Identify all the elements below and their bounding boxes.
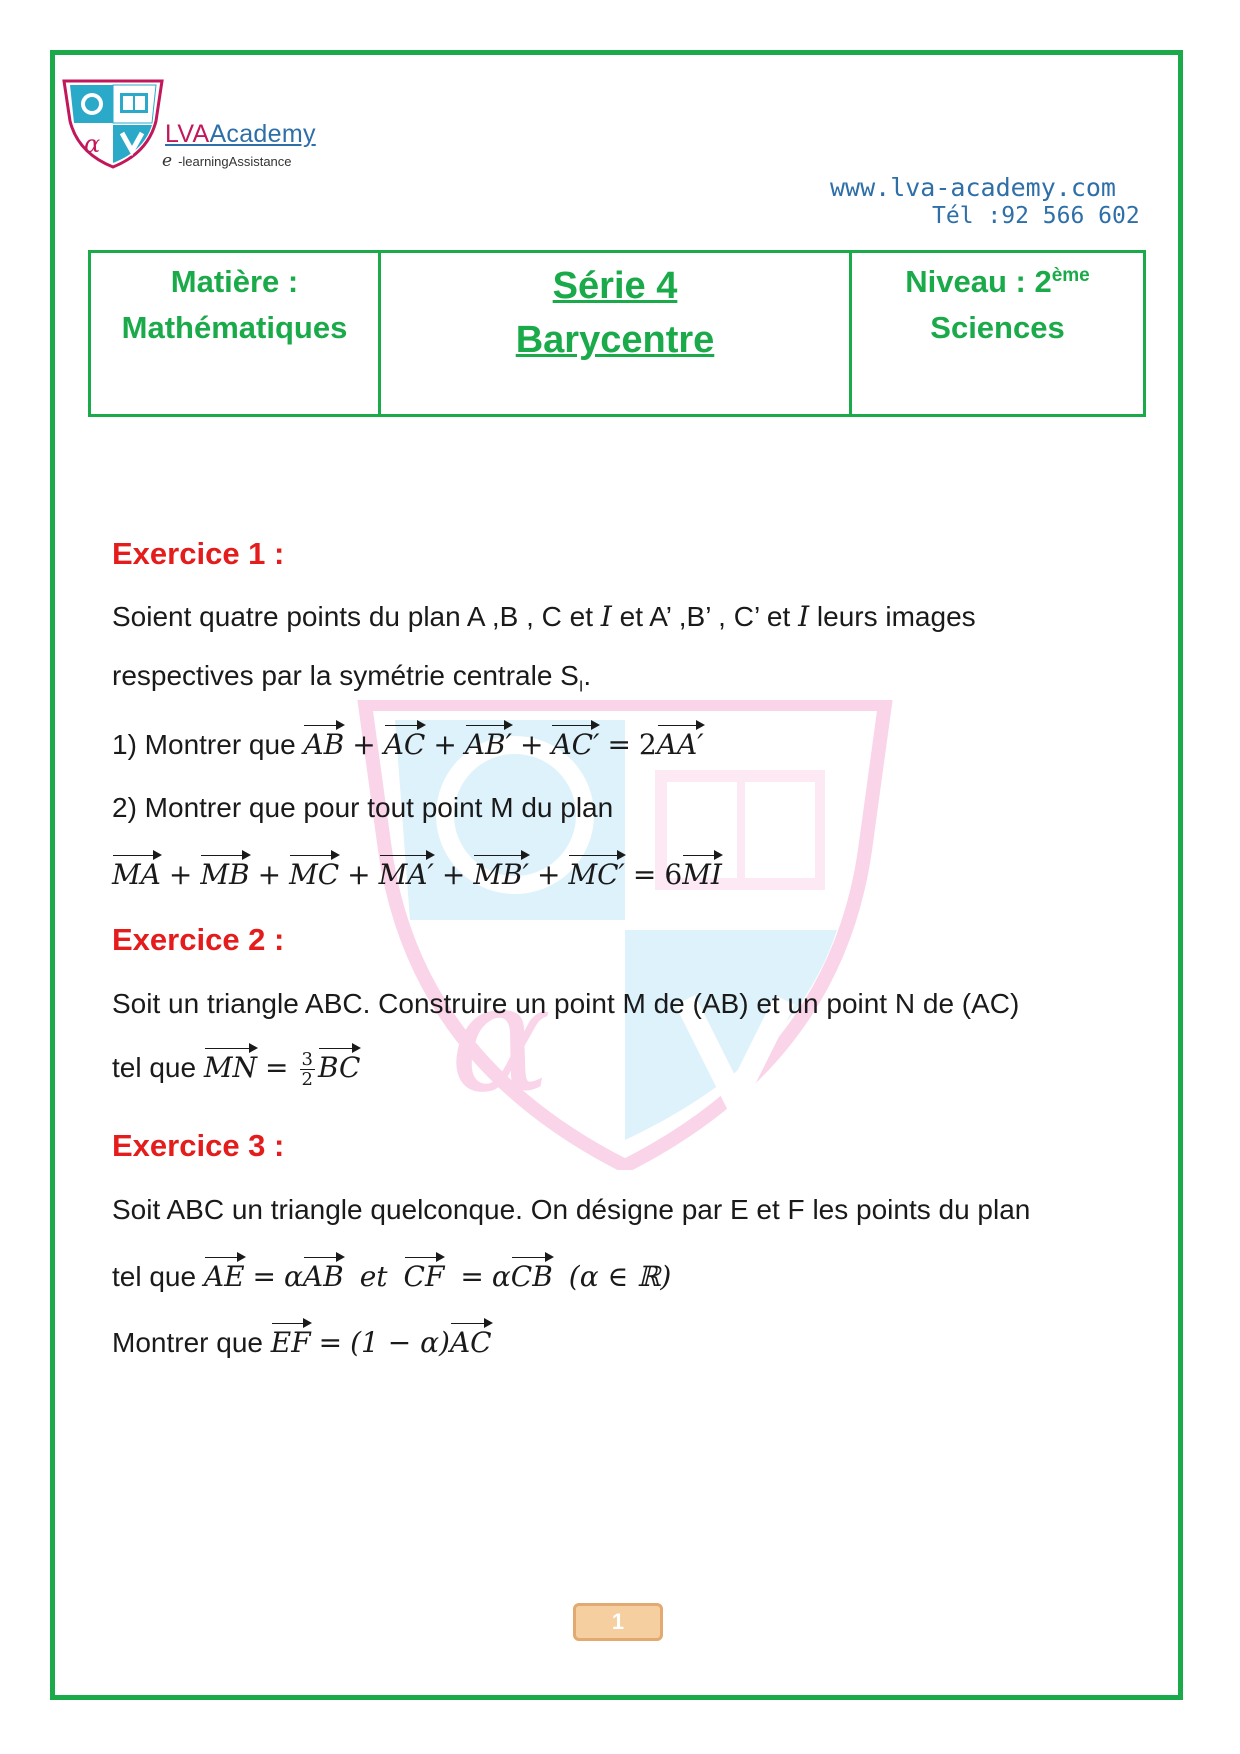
watermark-logo <box>355 700 895 1170</box>
vector-ac: AC <box>383 728 426 761</box>
plus-sign: + <box>441 858 466 891</box>
lva-academy-logo <box>58 77 168 169</box>
vector-ma-prime: MA′ <box>378 858 434 891</box>
vector-mi: MI <box>682 858 722 891</box>
vector-cb: CB <box>510 1260 553 1293</box>
intro-part-b: et A’ ,B’ , C’ et <box>611 601 799 632</box>
equals-sign: = <box>460 1260 484 1293</box>
exercise-3-line3 <box>112 1326 492 1359</box>
equals-sign: = <box>632 858 657 891</box>
one-minus-alpha: (1 − α) <box>350 1326 450 1359</box>
vector-ef: EF <box>270 1326 311 1359</box>
alpha-symbol: α <box>284 1260 303 1293</box>
exercise-2-line2 <box>112 1050 360 1089</box>
line2-text: respectives par la symétrie centrale S <box>112 660 579 691</box>
exercise-3-line1: Soit ABC un triangle quelconque. On désigne par E et F les points du plan <box>112 1194 1031 1225</box>
equals-sign: = <box>252 1260 276 1293</box>
vector-mb: MB <box>200 858 250 891</box>
vector-bc: BC <box>317 1050 361 1084</box>
line2-end: . <box>583 660 592 691</box>
plus-sign: + <box>433 728 457 761</box>
exercise-3-line2 <box>112 1260 671 1293</box>
page-number-badge: 1 <box>573 1603 663 1641</box>
exercise-1-intro-line2 <box>112 660 591 697</box>
vector-mb-prime: MB′ <box>473 858 529 891</box>
exercise-1-title: Exercice 1 : <box>112 536 285 571</box>
equals-sign: = <box>607 728 631 761</box>
vector-ma: MA <box>112 858 161 891</box>
vector-mn: MN <box>203 1050 258 1084</box>
exercise-1-question-1 <box>112 728 704 761</box>
vector-ae: AE <box>203 1260 245 1293</box>
plus-sign: + <box>519 728 544 761</box>
level-cell <box>852 253 1143 414</box>
q1-text: 1) Montrer que <box>112 729 304 760</box>
svg-text:α: α <box>450 952 552 1126</box>
series-topic: Barycentre <box>515 319 715 361</box>
exercise-1-intro <box>112 600 976 633</box>
exercise-1-question-2-formula <box>112 858 722 891</box>
fraction-numerator: 3 <box>301 1049 313 1070</box>
subject-label: Matière : <box>170 264 299 299</box>
series-cell <box>381 253 852 414</box>
line2-text: tel que <box>112 1051 204 1083</box>
exercise-3-title: Exercice 3 : <box>112 1128 285 1163</box>
vector-mc: MC <box>289 858 340 891</box>
tagline-e: e <box>162 151 173 171</box>
subject-cell <box>91 253 381 414</box>
series-title: Série 4 <box>552 265 678 307</box>
level-sup: ème <box>1051 265 1090 286</box>
svg-text:α: α <box>84 130 101 158</box>
point-i: I <box>600 600 612 633</box>
alpha-symbol: α <box>491 1260 511 1293</box>
plus-sign: + <box>347 858 371 891</box>
website-link[interactable]: www.lva-academy.com <box>830 173 1116 202</box>
equals-sign: = <box>318 1326 343 1359</box>
vector-ac: AC <box>449 1326 492 1359</box>
brand-suffix: Academy <box>209 120 316 148</box>
line2-text: tel que <box>112 1261 204 1292</box>
coefficient-2: 2 <box>638 728 657 761</box>
plus-sign: + <box>168 858 193 891</box>
fraction-denominator: 2 <box>301 1069 313 1090</box>
coefficient-6: 6 <box>664 858 683 891</box>
equals-sign: = <box>265 1050 289 1084</box>
plus-sign: + <box>352 728 376 761</box>
plus-sign: + <box>257 858 282 891</box>
intro-part-a: Soient quatre points du plan A ,B , C et <box>112 601 601 632</box>
level-track: Sciences <box>930 310 1065 345</box>
vector-ac-prime: AC′ <box>551 728 600 761</box>
vector-cf: CF <box>403 1260 445 1293</box>
phone-number: Tél :92 566 602 <box>932 203 1140 229</box>
level-label: Niveau : 2 <box>905 264 1052 299</box>
vector-aa-prime: AA′ <box>656 728 704 761</box>
plus-sign: + <box>536 858 561 891</box>
conjunction-et: et <box>359 1260 388 1293</box>
vector-ab: AB <box>302 1260 344 1293</box>
exercise-1-question-2: 2) Montrer que pour tout point M du plan <box>112 792 614 823</box>
tagline-text: -learningAssistance <box>178 154 292 169</box>
point-i: I <box>798 600 810 633</box>
vector-ab: AB <box>303 728 345 761</box>
intro-part-c: leurs images <box>809 601 976 632</box>
vector-mc-prime: MC′ <box>568 858 625 891</box>
title-table <box>88 250 1146 417</box>
symmetry-subscript: I <box>578 678 584 696</box>
exercise-2-title: Exercice 2 : <box>112 922 285 957</box>
vector-ab-prime: AB′ <box>464 728 512 761</box>
brand-name[interactable] <box>165 120 316 149</box>
brand-prefix: LVA <box>165 120 210 148</box>
exercise-2-line1: Soit un triangle ABC. Construire un point M de (AB) et un point N de (AC) <box>112 988 1020 1019</box>
fraction-three-halves <box>300 1050 315 1089</box>
alpha-in-reals: (α ∈ ℝ) <box>568 1260 672 1293</box>
brand-tagline <box>162 151 292 171</box>
line3-text: Montrer que <box>112 1327 271 1358</box>
subject-value: Mathématiques <box>121 310 348 345</box>
